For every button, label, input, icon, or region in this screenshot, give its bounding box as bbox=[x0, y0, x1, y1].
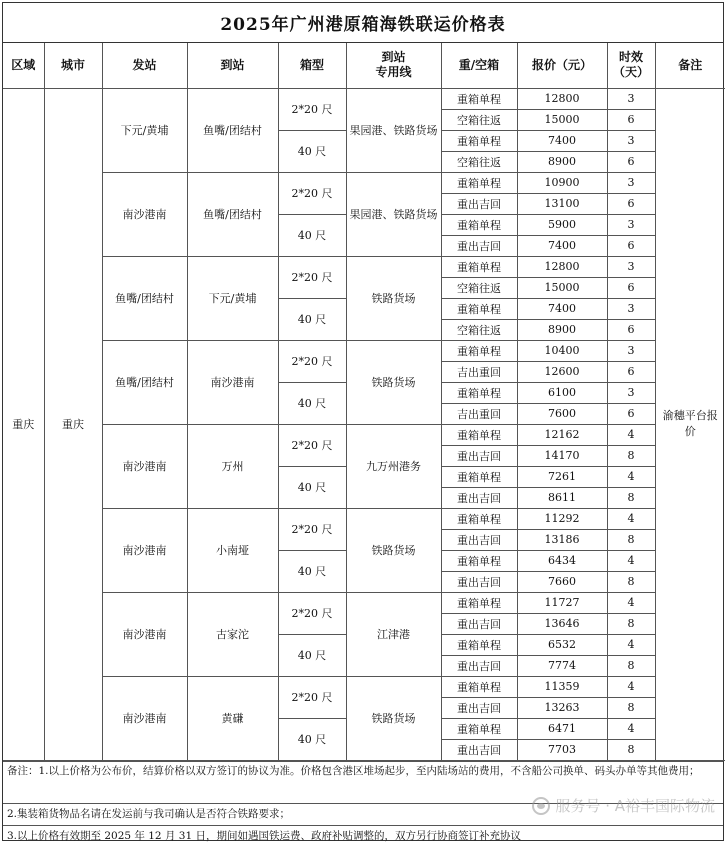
price-cell: 14170 bbox=[517, 445, 607, 466]
to-station-cell: 鱼嘴/团结村 bbox=[187, 88, 278, 172]
load-status-cell: 重箱单程 bbox=[441, 256, 517, 277]
table-row bbox=[3, 172, 725, 193]
header-remarks: 备注 bbox=[655, 43, 725, 88]
load-status-cell: 吉出重回 bbox=[441, 361, 517, 382]
load-status-cell: 重出吉回 bbox=[441, 613, 517, 634]
load-status-cell: 重箱单程 bbox=[441, 508, 517, 529]
container-type-cell: 2*20 尺 bbox=[278, 172, 346, 214]
header-row bbox=[3, 43, 725, 88]
price-cell: 7703 bbox=[517, 739, 607, 760]
price-table bbox=[3, 43, 725, 761]
to-station-cell: 小南垭 bbox=[187, 508, 278, 592]
transit-days-cell: 6 bbox=[607, 277, 655, 298]
remark-cell: 渝穗平台报价 bbox=[655, 88, 725, 760]
watermark-text: 服务号 · A裕丰国际物流 bbox=[555, 796, 715, 815]
note-1: 备注：1.以上价格为公布价，结算价格以双方签订的协议为准。价格包含港区堆场起步，至内陆场站的费用，不含船公司换单、码头办单等其他费用； bbox=[3, 761, 723, 803]
load-status-cell: 空箱往返 bbox=[441, 151, 517, 172]
to-station-cell: 古家沱 bbox=[187, 592, 278, 676]
transit-days-cell: 3 bbox=[607, 214, 655, 235]
transit-days-cell: 8 bbox=[607, 487, 655, 508]
price-cell: 10400 bbox=[517, 340, 607, 361]
from-station-cell: 南沙港南 bbox=[102, 508, 187, 592]
from-station-cell: 鱼嘴/团结村 bbox=[102, 340, 187, 424]
price-cell: 15000 bbox=[517, 109, 607, 130]
load-status-cell: 重出吉回 bbox=[441, 529, 517, 550]
transit-days-cell: 3 bbox=[607, 256, 655, 277]
container-type-cell: 2*20 尺 bbox=[278, 256, 346, 298]
load-status-cell: 重箱单程 bbox=[441, 214, 517, 235]
dedicated-line-cell: 铁路货场 bbox=[346, 508, 441, 592]
price-cell: 8900 bbox=[517, 151, 607, 172]
transit-days-cell: 4 bbox=[607, 466, 655, 487]
price-cell: 6471 bbox=[517, 718, 607, 739]
table-row bbox=[3, 592, 725, 613]
to-station-cell: 南沙港南 bbox=[187, 340, 278, 424]
table-row bbox=[3, 88, 725, 109]
container-type-cell: 40 尺 bbox=[278, 298, 346, 340]
transit-days-cell: 4 bbox=[607, 508, 655, 529]
container-type-cell: 2*20 尺 bbox=[278, 592, 346, 634]
transit-days-cell: 3 bbox=[607, 340, 655, 361]
container-type-cell: 2*20 尺 bbox=[278, 340, 346, 382]
dedicated-line-cell: 果园港、铁路货场 bbox=[346, 172, 441, 256]
transit-days-cell: 8 bbox=[607, 613, 655, 634]
from-station-cell: 下元/黄埔 bbox=[102, 88, 187, 172]
from-station-cell: 南沙港南 bbox=[102, 424, 187, 508]
load-status-cell: 重出吉回 bbox=[441, 445, 517, 466]
load-status-cell: 重箱单程 bbox=[441, 466, 517, 487]
price-cell: 7600 bbox=[517, 403, 607, 424]
header-price: 报价（元） bbox=[517, 43, 607, 88]
transit-days-cell: 3 bbox=[607, 382, 655, 403]
to-station-cell: 黄磏 bbox=[187, 676, 278, 760]
price-cell: 13646 bbox=[517, 613, 607, 634]
load-status-cell: 重箱单程 bbox=[441, 382, 517, 403]
price-cell: 8611 bbox=[517, 487, 607, 508]
note-3: 3.以上价格有效期至 2025 年 12 月 31 日，期间如遇国铁运费、政府补贴调整的，双方另行协商签订补充协议 bbox=[3, 825, 723, 843]
load-status-cell: 重出吉回 bbox=[441, 235, 517, 256]
price-cell: 11727 bbox=[517, 592, 607, 613]
price-cell: 6532 bbox=[517, 634, 607, 655]
transit-days-cell: 6 bbox=[607, 361, 655, 382]
dedicated-line-cell: 果园港、铁路货场 bbox=[346, 88, 441, 172]
container-type-cell: 2*20 尺 bbox=[278, 508, 346, 550]
load-status-cell: 重出吉回 bbox=[441, 739, 517, 760]
header-city: 城市 bbox=[44, 43, 102, 88]
load-status-cell: 重箱单程 bbox=[441, 298, 517, 319]
from-station-cell: 南沙港南 bbox=[102, 172, 187, 256]
transit-days-cell: 6 bbox=[607, 235, 655, 256]
price-cell: 6434 bbox=[517, 550, 607, 571]
load-status-cell: 空箱往返 bbox=[441, 319, 517, 340]
container-type-cell: 2*20 尺 bbox=[278, 424, 346, 466]
table-row bbox=[3, 340, 725, 361]
load-status-cell: 重出吉回 bbox=[441, 697, 517, 718]
price-cell: 13186 bbox=[517, 529, 607, 550]
transit-days-cell: 4 bbox=[607, 424, 655, 445]
transit-days-cell: 3 bbox=[607, 172, 655, 193]
load-status-cell: 重出吉回 bbox=[441, 487, 517, 508]
load-status-cell: 重箱单程 bbox=[441, 592, 517, 613]
header-dedicated-line: 到站 专用线 bbox=[346, 43, 441, 88]
transit-days-cell: 8 bbox=[607, 739, 655, 760]
load-status-cell: 重箱单程 bbox=[441, 130, 517, 151]
price-cell: 15000 bbox=[517, 277, 607, 298]
load-status-cell: 重箱单程 bbox=[441, 340, 517, 361]
table-row bbox=[3, 676, 725, 697]
load-status-cell: 空箱往返 bbox=[441, 109, 517, 130]
page-title: 2025年广州港原箱海铁联运价格表 bbox=[3, 3, 723, 43]
container-type-cell: 40 尺 bbox=[278, 214, 346, 256]
price-cell: 10900 bbox=[517, 172, 607, 193]
load-status-cell: 重箱单程 bbox=[441, 634, 517, 655]
table-row bbox=[3, 508, 725, 529]
region-cell: 重庆 bbox=[3, 88, 44, 760]
container-type-cell: 40 尺 bbox=[278, 718, 346, 760]
transit-days-cell: 3 bbox=[607, 298, 655, 319]
transit-days-cell: 4 bbox=[607, 718, 655, 739]
load-status-cell: 重箱单程 bbox=[441, 676, 517, 697]
to-station-cell: 鱼嘴/团结村 bbox=[187, 172, 278, 256]
load-status-cell: 重箱单程 bbox=[441, 718, 517, 739]
transit-days-cell: 8 bbox=[607, 571, 655, 592]
price-sheet bbox=[2, 2, 724, 841]
price-cell: 8900 bbox=[517, 319, 607, 340]
table-row bbox=[3, 256, 725, 277]
price-cell: 12600 bbox=[517, 361, 607, 382]
container-type-cell: 2*20 尺 bbox=[278, 88, 346, 130]
container-type-cell: 40 尺 bbox=[278, 466, 346, 508]
price-cell: 12800 bbox=[517, 256, 607, 277]
container-type-cell: 40 尺 bbox=[278, 550, 346, 592]
price-cell: 13263 bbox=[517, 697, 607, 718]
dedicated-line-cell: 铁路货场 bbox=[346, 676, 441, 760]
header-load-status: 重/空箱 bbox=[441, 43, 517, 88]
to-station-cell: 下元/黄埔 bbox=[187, 256, 278, 340]
price-cell: 5900 bbox=[517, 214, 607, 235]
from-station-cell: 南沙港南 bbox=[102, 676, 187, 760]
notes-section bbox=[3, 761, 723, 843]
price-cell: 7774 bbox=[517, 655, 607, 676]
dedicated-line-cell: 江津港 bbox=[346, 592, 441, 676]
transit-days-cell: 3 bbox=[607, 130, 655, 151]
price-cell: 11292 bbox=[517, 508, 607, 529]
header-to-station: 到站 bbox=[187, 43, 278, 88]
transit-days-cell: 8 bbox=[607, 655, 655, 676]
city-cell: 重庆 bbox=[44, 88, 102, 760]
price-cell: 7400 bbox=[517, 235, 607, 256]
container-type-cell: 40 尺 bbox=[278, 130, 346, 172]
price-cell: 7660 bbox=[517, 571, 607, 592]
header-from-station: 发站 bbox=[102, 43, 187, 88]
container-type-cell: 40 尺 bbox=[278, 382, 346, 424]
price-cell: 12800 bbox=[517, 88, 607, 109]
load-status-cell: 重箱单程 bbox=[441, 88, 517, 109]
load-status-cell: 重出吉回 bbox=[441, 655, 517, 676]
dedicated-line-cell: 铁路货场 bbox=[346, 256, 441, 340]
load-status-cell: 重出吉回 bbox=[441, 571, 517, 592]
transit-days-cell: 6 bbox=[607, 403, 655, 424]
transit-days-cell: 8 bbox=[607, 529, 655, 550]
transit-days-cell: 4 bbox=[607, 634, 655, 655]
transit-days-cell: 6 bbox=[607, 193, 655, 214]
price-cell: 7261 bbox=[517, 466, 607, 487]
dedicated-line-cell: 九万州港务 bbox=[346, 424, 441, 508]
price-cell: 12162 bbox=[517, 424, 607, 445]
transit-days-cell: 4 bbox=[607, 550, 655, 571]
load-status-cell: 空箱往返 bbox=[441, 277, 517, 298]
transit-days-cell: 8 bbox=[607, 445, 655, 466]
container-type-cell: 2*20 尺 bbox=[278, 676, 346, 718]
price-cell: 13100 bbox=[517, 193, 607, 214]
transit-days-cell: 4 bbox=[607, 676, 655, 697]
header-transit-days: 时效 （天） bbox=[607, 43, 655, 88]
header-container-type: 箱型 bbox=[278, 43, 346, 88]
header-region: 区域 bbox=[3, 43, 44, 88]
transit-days-cell: 6 bbox=[607, 319, 655, 340]
price-cell: 6100 bbox=[517, 382, 607, 403]
load-status-cell: 重箱单程 bbox=[441, 550, 517, 571]
container-type-cell: 40 尺 bbox=[278, 634, 346, 676]
transit-days-cell: 3 bbox=[607, 88, 655, 109]
load-status-cell: 重出吉回 bbox=[441, 193, 517, 214]
from-station-cell: 鱼嘴/团结村 bbox=[102, 256, 187, 340]
dedicated-line-cell: 铁路货场 bbox=[346, 340, 441, 424]
price-cell: 11359 bbox=[517, 676, 607, 697]
table-row bbox=[3, 424, 725, 445]
transit-days-cell: 4 bbox=[607, 592, 655, 613]
load-status-cell: 吉出重回 bbox=[441, 403, 517, 424]
transit-days-cell: 6 bbox=[607, 109, 655, 130]
price-cell: 7400 bbox=[517, 298, 607, 319]
load-status-cell: 重箱单程 bbox=[441, 424, 517, 445]
transit-days-cell: 6 bbox=[607, 151, 655, 172]
price-cell: 7400 bbox=[517, 130, 607, 151]
table-body bbox=[3, 88, 725, 760]
load-status-cell: 重箱单程 bbox=[441, 172, 517, 193]
to-station-cell: 万州 bbox=[187, 424, 278, 508]
transit-days-cell: 8 bbox=[607, 697, 655, 718]
note-2: 2.集装箱货物品名请在发运前与我司确认是否符合铁路要求； bbox=[3, 803, 723, 825]
from-station-cell: 南沙港南 bbox=[102, 592, 187, 676]
